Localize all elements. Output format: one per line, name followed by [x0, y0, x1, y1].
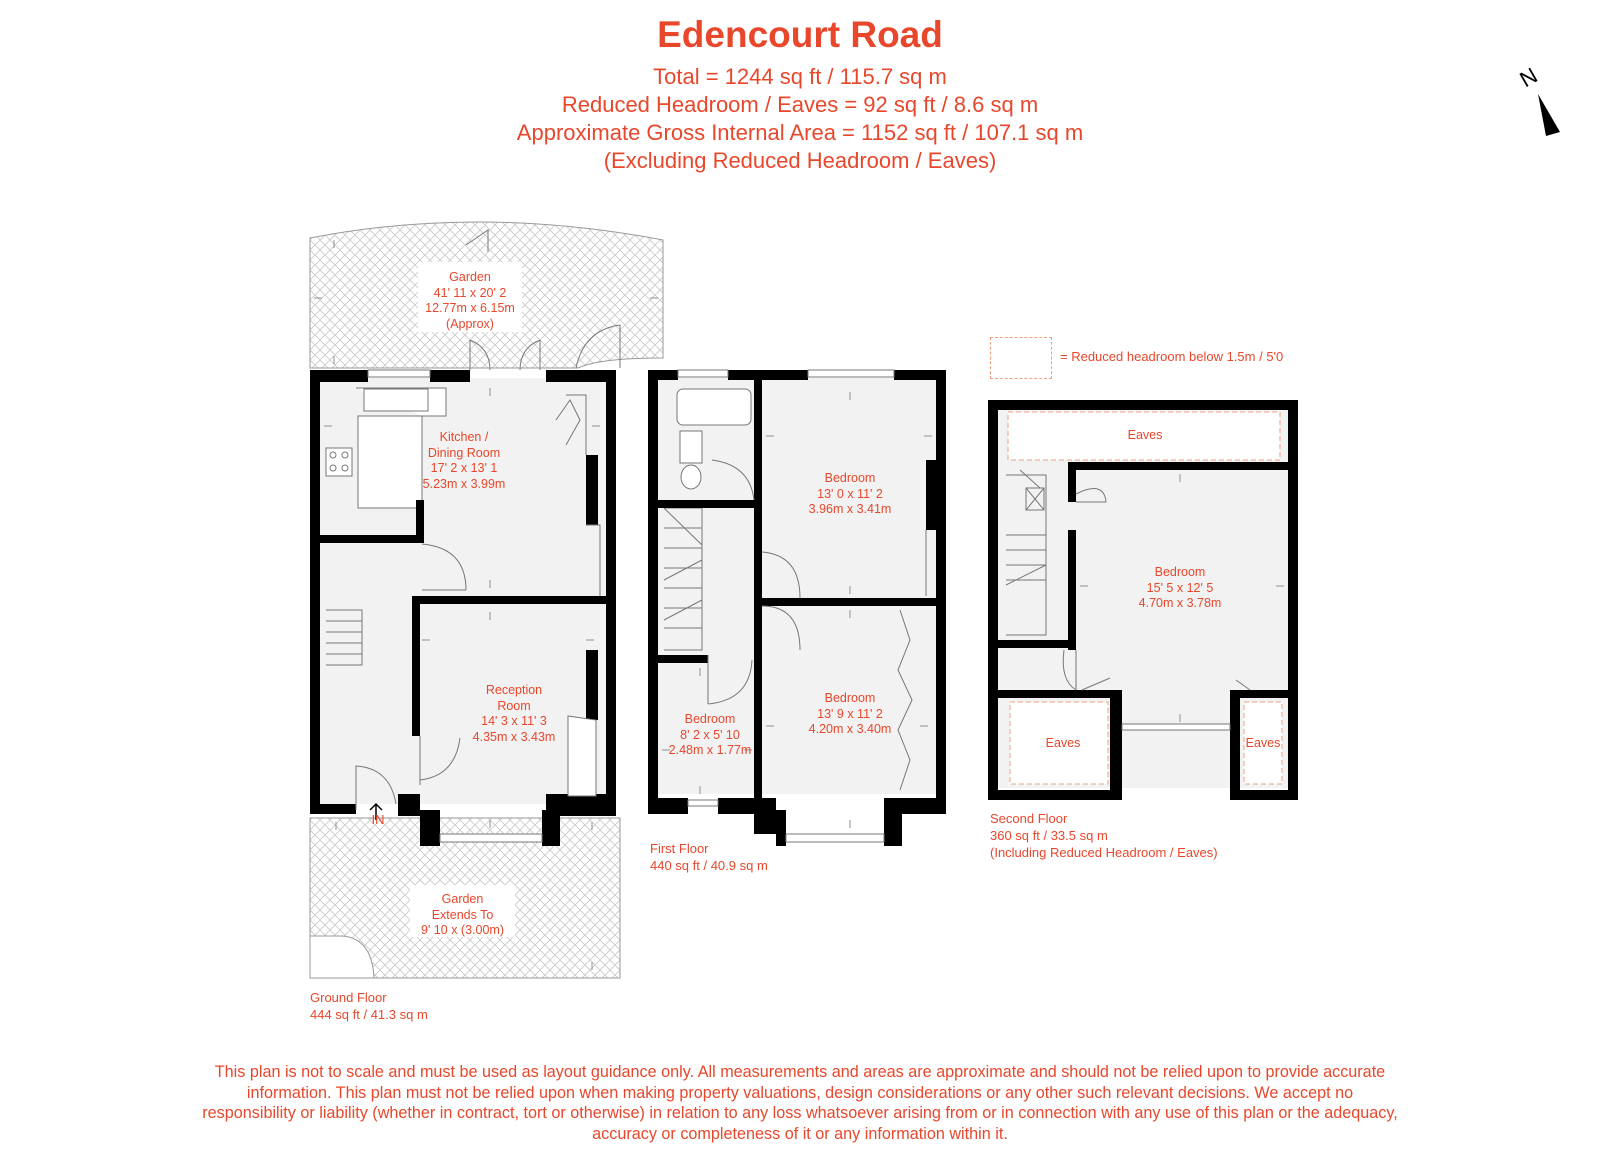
bath-icon: [677, 389, 751, 425]
reduced-headroom-area: Reduced Headroom / Eaves = 92 sq ft / 8.6 sq m: [561, 92, 1039, 117]
disclaimer-text: This plan is not to scale and must be used as layout guidance only. All measurements and areas are approximate and should not be relied upon to provide accurate information. This plan must not be relied upon when making property valuations, design considerations or any other such relevant decisions. We accept no responsibility or liability (whether in contract, tort or otherwise) in relation to any loss whatsoever arising from or in connection with any use of this plan or the adequacy, accuracy or completeness of it or any information within it.: [202, 1063, 1398, 1143]
first-floor-small-bedroom-label: Bedroom 8' 2 x 5' 10 2.48m x 1.77m: [668, 712, 752, 757]
hob-icon: [326, 448, 352, 476]
ground-floor-label: Ground Floor 444 sq ft / 41.3 sq m: [310, 990, 428, 1022]
second-floor-label: Second Floor 360 sq ft / 33.5 sq m (Including Reduced Headroom / Eaves): [990, 811, 1218, 860]
excluding-note: (Excluding Reduced Headroom / Eaves): [603, 148, 997, 173]
kitchen-label: Kitchen / Dining Room 17' 2 x 13' 1 5.23m x 3.99m: [422, 430, 506, 491]
page-title: Edencourt Road: [657, 14, 943, 55]
eaves-left-label: Eaves: [1045, 736, 1081, 750]
first-floor-front-bedroom-label: Bedroom 13' 9 x 11' 2 4.20m x 3.40m: [808, 691, 892, 736]
total-area: Total = 1244 sq ft / 115.7 sq m: [653, 64, 947, 89]
basin-icon: [680, 431, 702, 463]
reduced-headroom-legend: = Reduced headroom below 1.5m / 5'0: [1060, 349, 1284, 364]
eaves-right-label: Eaves: [1245, 736, 1281, 750]
eaves-top-label: Eaves: [1127, 428, 1163, 442]
north-letter: N: [1515, 62, 1542, 93]
gross-internal-area: Approximate Gross Internal Area = 1152 sq ft / 107.1 sq m: [516, 120, 1084, 145]
toilet-icon: [681, 465, 701, 489]
rear-garden-label: Garden 41' 11 x 20' 2 12.77m x 6.15m (Approx): [425, 270, 515, 331]
front-garden-label: Garden Extends To 9' 10 x (3.00m): [421, 892, 504, 937]
second-floor-bedroom-label: Bedroom 15' 5 x 12' 5 4.70m x 3.78m: [1138, 565, 1222, 610]
sink-icon: [364, 389, 428, 411]
reduced-headroom-legend-swatch: [990, 337, 1052, 379]
entrance-label: IN: [371, 812, 385, 827]
first-floor-rear-bedroom-label: Bedroom 13' 0 x 11' 2 3.96m x 3.41m: [808, 471, 892, 516]
reception-label: Reception Room 14' 3 x 11' 3 4.35m x 3.43m: [472, 683, 556, 744]
first-floor-label: First Floor 440 sq ft / 40.9 sq m: [650, 841, 768, 873]
